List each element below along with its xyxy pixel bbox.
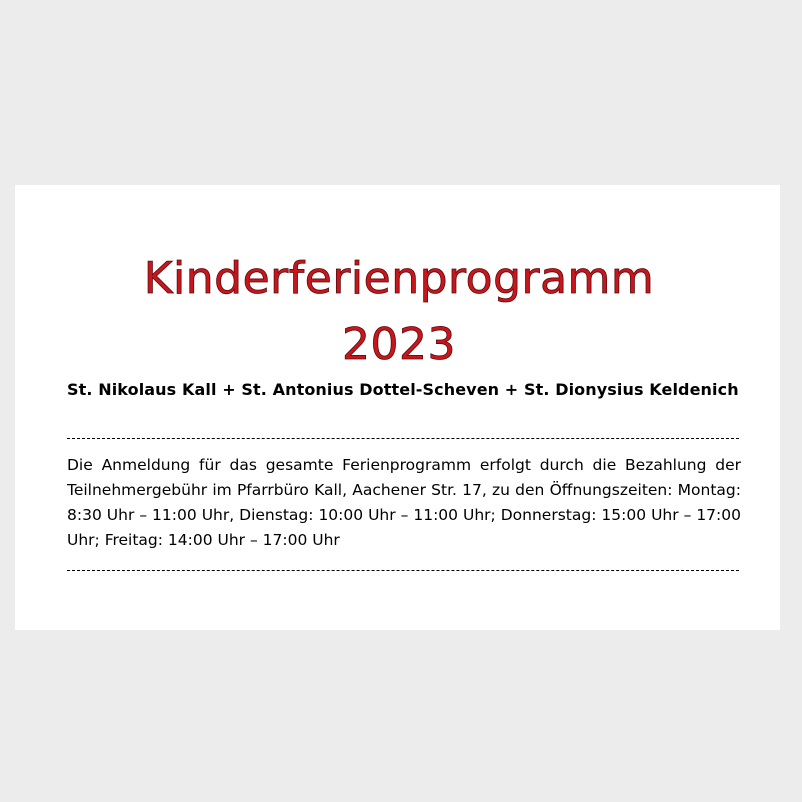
dashed-divider-bottom (67, 570, 739, 572)
flyer-card (15, 185, 780, 630)
registration-info: Die Anmeldung für das gesamte Ferienprogramm erfolgt durch die Bezahlung der Teilnehmergebühr im Pfarrbüro Kall, Aachener Str. 17, zu den Öffnungszeiten: Montag: 8:30 Uhr – 11:00 Uhr, Dienstag: 10:00 Uhr – 11:00 Uhr; Donnerstag: 15:00 Uhr – 17:00 Uhr; Freitag: 14:00 Uhr – 17:00 Uhr (67, 456, 741, 549)
dashed-divider-top (67, 438, 739, 440)
parishes-line: St. Nikolaus Kall + St. Antonius Dottel-Scheven + St. Dionysius Keldenich (67, 380, 739, 399)
program-title: Kinderferienprogramm (143, 253, 655, 304)
program-year: 2023 (342, 319, 456, 370)
